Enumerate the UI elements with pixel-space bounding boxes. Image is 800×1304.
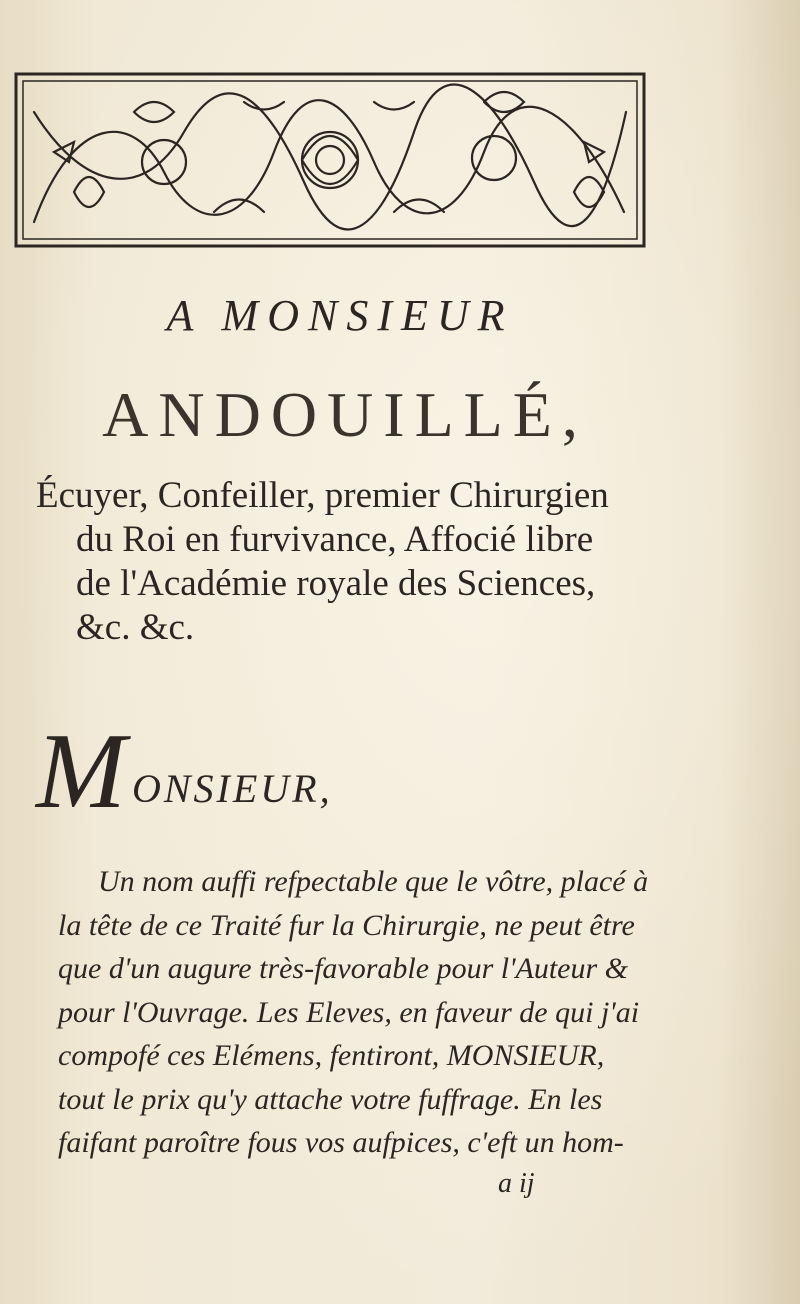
signature-mark: a ij — [498, 1168, 535, 1199]
decorative-initial: M — [36, 712, 126, 831]
title-line: Écuyer, Confeiller, premier Chirurgien — [36, 475, 609, 516]
dedication-heading: A MONSIEUR — [166, 291, 514, 340]
salutation-rest: ONSIEUR, — [131, 766, 333, 811]
dedicatee-titles — [36, 474, 776, 650]
title-line: de l'Académie royale des Sciences, — [76, 563, 596, 604]
title-line: &c. &c. — [76, 607, 195, 648]
body-line: Un nom auffi refpectable que le vôtre, placé à — [98, 865, 649, 898]
body-line: la tête de ce Traité fur la Chirurgie, ne peut être — [58, 908, 635, 942]
salutation — [36, 712, 333, 831]
body-line: pour l'Ouvrage. Les Eleves, en faveur de qui j'ai — [58, 995, 640, 1029]
body-line: faifant paroître fous vos aufpices, c'eft un hom- — [58, 1126, 624, 1159]
floral-headpiece-ornament — [14, 72, 646, 248]
body-line: compofé ces Elémens, fentiront, MONSIEUR, — [58, 1039, 605, 1072]
body-line: que d'un augure très-favorable pour l'Auteur & — [58, 952, 628, 985]
body-line: tout le prix qu'y attache votre fuffrage. En les — [58, 1082, 603, 1116]
title-line: du Roi en furvivance, Affocié libre — [76, 519, 594, 560]
dedication-body — [58, 860, 768, 1165]
dedicatee-name: ANDOUILLÉ, — [102, 379, 588, 450]
